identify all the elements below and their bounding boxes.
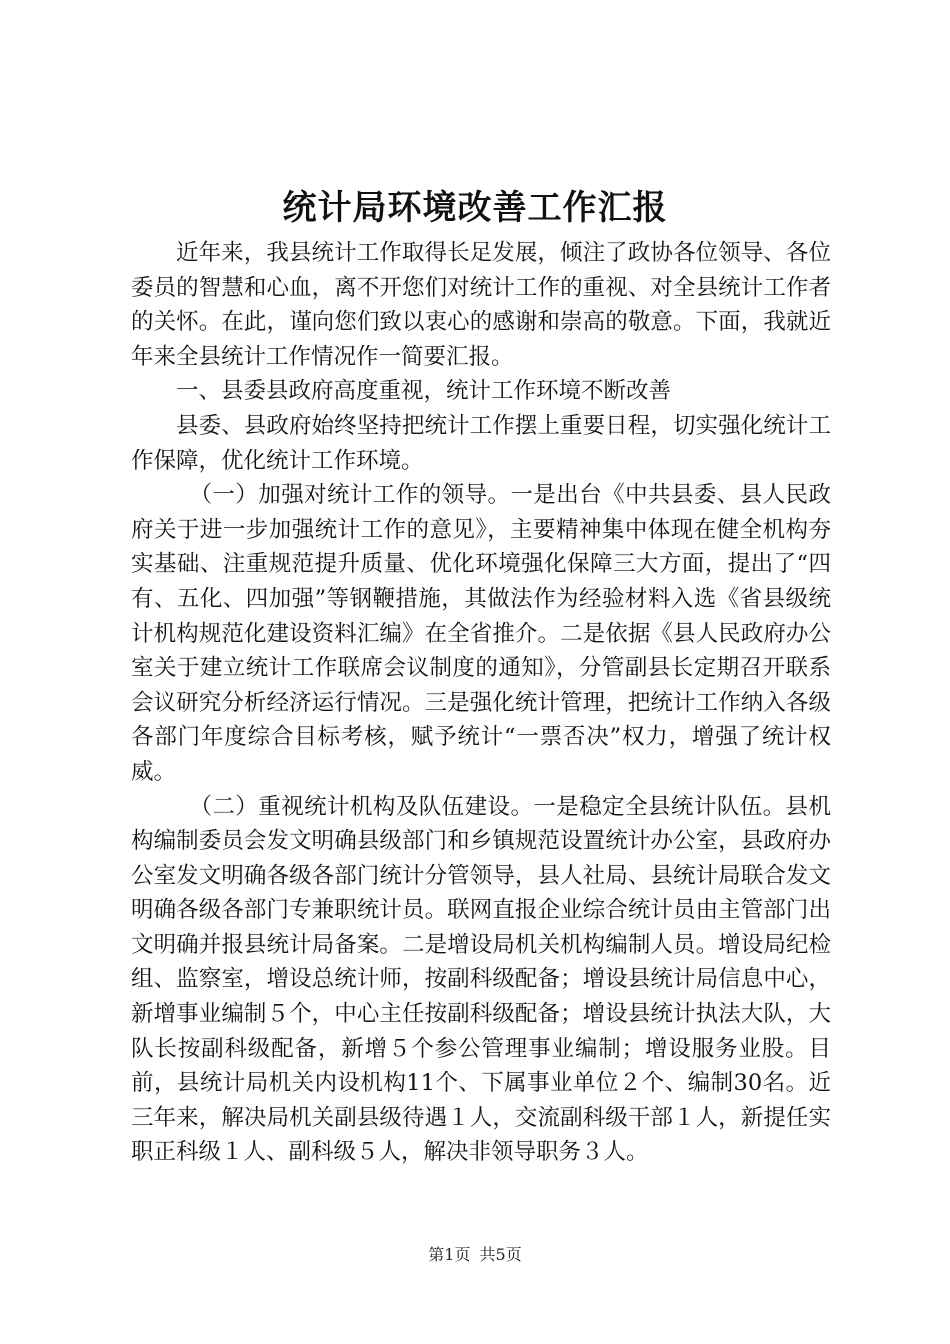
- paragraph-subsection-2: （二）重视统计机构及队伍建设。一是稳定全县统计队伍。县机构编制委员会发文明确县级部门和乡镇规范设置统计办公室，县政府办公室发文明确各级各部门统计分管领导，县人社局、县统计局联合发文明确各级各部门专兼职统计员。联网直报企业综合统计员由主管部门出文明确并报县统计局备案。二是增设局机关机构编制人员。增设局纪检组、监察室，增设总统计师，按副科级配备；增设县统计局信息中心，新增事业编制５个，中心主任按副科级配备；增设县统计执法大队，大队长按副科级配备，新增５个参公管理事业编制；增设服务业股。目前，县统计局机关内设机构11个、下属事业单位２个、编制30名。近三年来，解决局机关副县级待遇１人，交流副科级干部１人，新提任实职正科级１人、副科级５人，解决非领导职务３人。: [131, 793, 831, 1166]
- paragraph-intro: 近年来，我县统计工作取得长足发展，倾注了政协各位领导、各位委员的智慧和心血，离不开您们对统计工作的重视、对全县统计工作者的关怀。在此，谨向您们致以衷心的感谢和崇高的敬意。下面，我就近年来全县统计工作情况作一简要汇报。: [131, 240, 831, 370]
- document-body: [131, 236, 831, 1170]
- page-number: 第1页: [428, 1245, 471, 1264]
- page-footer: [0, 1244, 950, 1266]
- document-title: 统计局环境改善工作汇报: [282, 188, 668, 228]
- page-total: 共5页: [479, 1245, 522, 1264]
- paragraph-subsection-1: （一）加强对统计工作的领导。一是出台《中共县委、县人民政府关于进一步加强统计工作的意见》，主要精神集中体现在健全机构夯实基础、注重规范提升质量、优化环境强化保障三大方面，提出了“四有、五化、四加强”等钢鞭措施，其做法作为经验材料入选《省县级统计机构规范化建设资料汇编》在全省推介。二是依据《县人民政府办公室关于建立统计工作联席会议制度的通知》，分管副县长定期召开联系会议研究分析经济运行情况。三是强化统计管理，把统计工作纳入各级各部门年度综合目标考核，赋予统计“一票否决”权力，增强了统计权威。: [131, 482, 831, 785]
- paragraph-section-1: 县委、县政府始终坚持把统计工作摆上重要日程，切实强化统计工作保障，优化统计工作环境。: [131, 412, 831, 474]
- section-heading-1: 一、县委县政府高度重视，统计工作环境不断改善: [176, 378, 672, 405]
